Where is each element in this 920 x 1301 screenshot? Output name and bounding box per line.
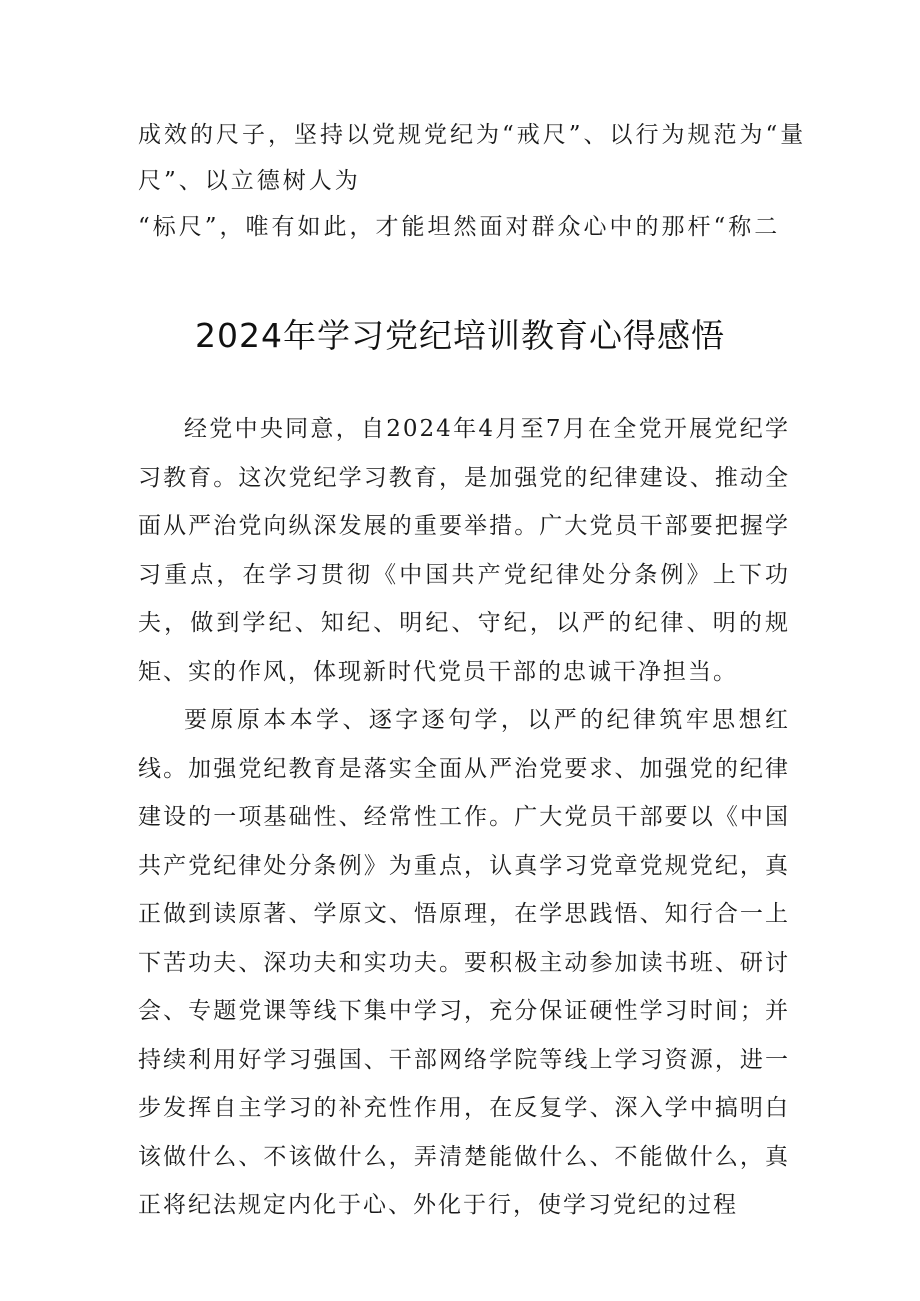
paragraph-2: 要原原本本学、逐字逐句学，以严的纪律筑牢思想红线。加强党纪教育是落实全面从严治党要求、加强党的纪律建设的一项基础性、经常性工作。广大党员干部要以《中国共产党纪律处分条例》为重点，认真学习党章党规党纪，真正做到读原著、学原文、悟原理，在学思践悟、知行合一上下苦功夫、深功夫和实功夫。要积极主动参加读书班、研讨会、专题党课等线下集中学习，充分保证硬性学习时间；并持续利用好学习强国、干部网络学院等线上学习资源，进一步发挥自主学习的补充性作用，在反复学、深入学中搞明白该做什么、不该做什么，弄清楚能做什么、不能做什么，真正将纪法规定内化于心、外化于行，使学习党纪的过程 xyxy=(138,707,790,1218)
fragment-line-3: “标尺”，唯有如此，才能坦然面对群众心中的那杆“称二 xyxy=(138,214,781,240)
previous-text-fragment xyxy=(138,112,818,250)
document-body xyxy=(138,405,790,1230)
paragraph-1: 经党中央同意，自2024年4月至7月在全党开展党纪学习教育。这次党纪学习教育，是加强党的纪律建设、推动全面从严治党向纵深发展的重要举措。广大党员干部要把握学习重点，在学习贯彻《中国共产党纪律处分条例》上下功夫，做到学纪、知纪、明纪、守纪，以严的纪律、明的规矩、实的作风，体现新时代党员干部的忠诚干净担当。 xyxy=(138,416,790,685)
fragment-line-2: 尺”、以立德树人为 xyxy=(138,168,361,194)
fragment-line-1: 成效的尺子，坚持以党规党纪为“戒尺”、以行为规范为“量 xyxy=(138,122,807,148)
document-title: 2024年学习党纪培训教育心得感悟 xyxy=(195,316,725,355)
